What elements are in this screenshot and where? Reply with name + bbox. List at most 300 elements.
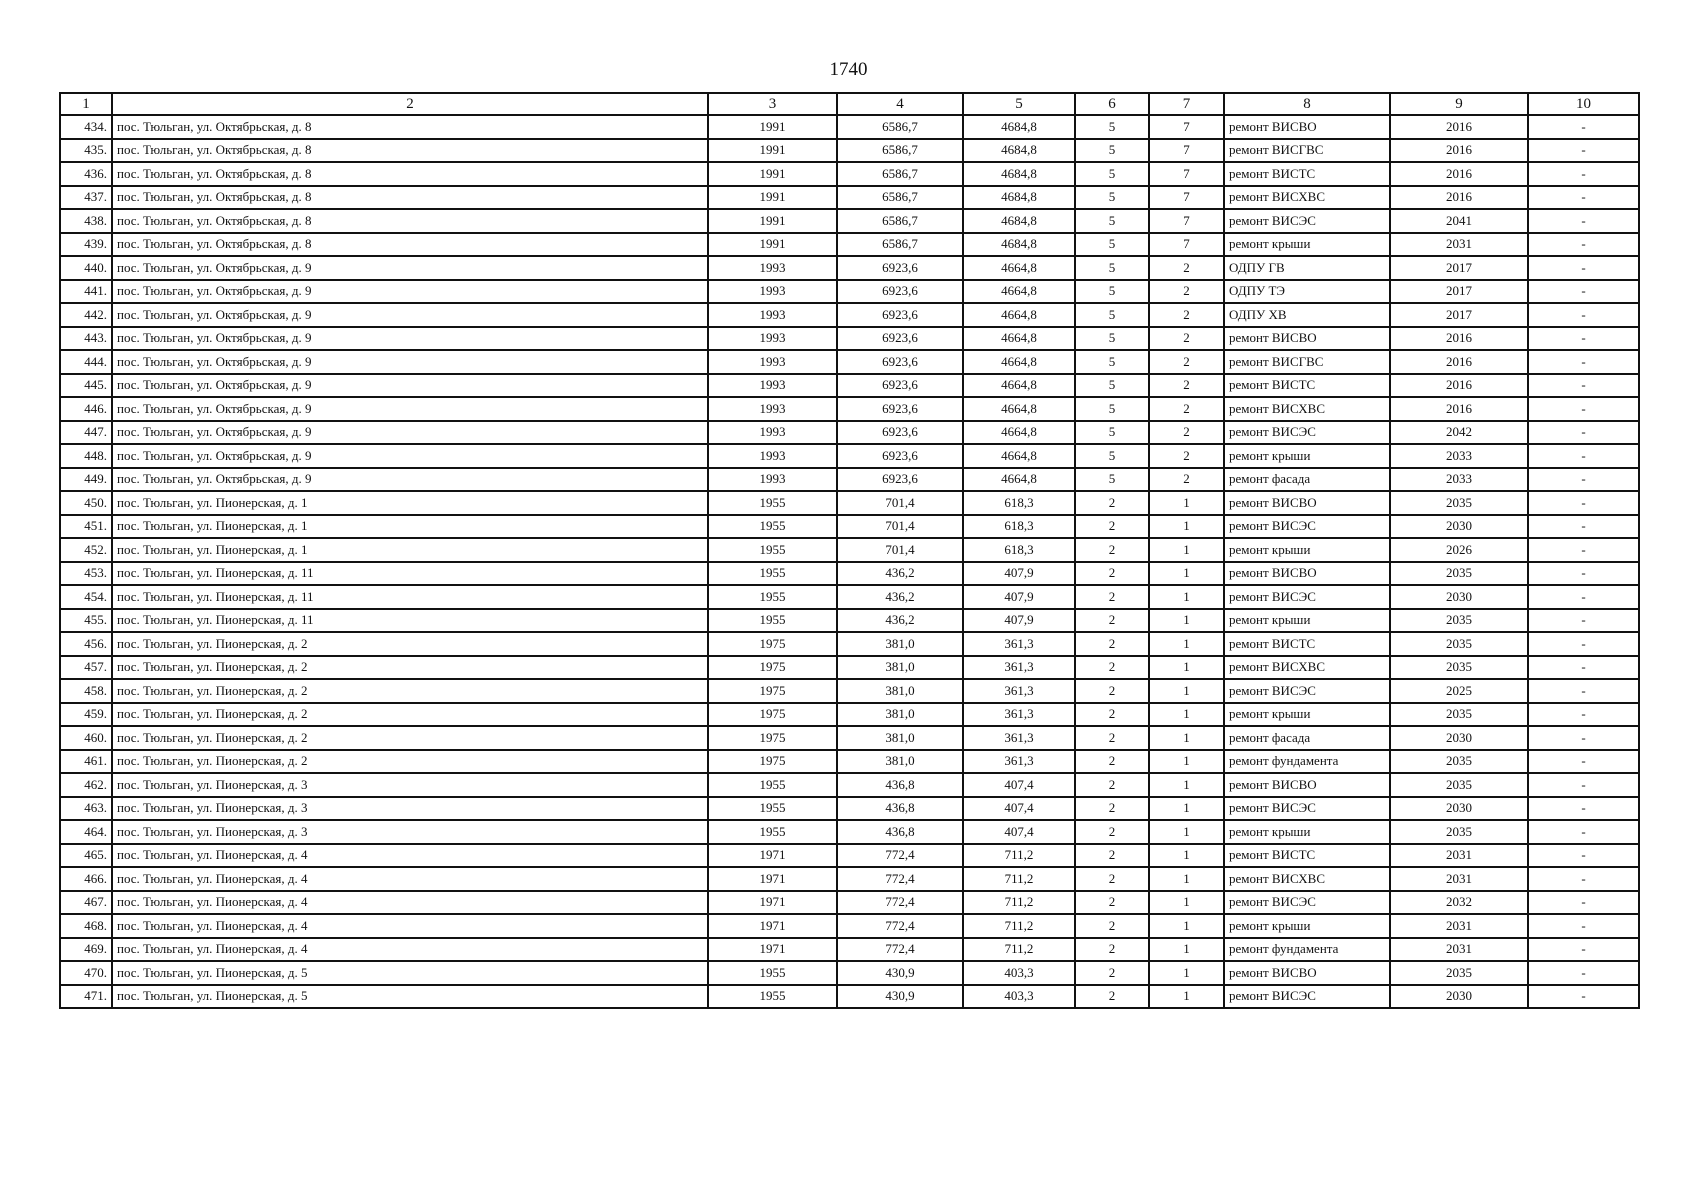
cell-living-area: 407,4 (963, 820, 1075, 844)
table-row (60, 891, 1639, 915)
cell-year-built: 1955 (708, 961, 837, 985)
cell-address: пос. Тюльган, ул. Октябрьская, д. 9 (112, 256, 708, 280)
cell-row-number: 457. (60, 656, 112, 680)
cell-entrances: 1 (1149, 679, 1224, 703)
cell-planned-year: 2030 (1390, 515, 1528, 539)
cell-row-number: 449. (60, 468, 112, 492)
cell-floors: 2 (1075, 820, 1149, 844)
cell-planned-year: 2042 (1390, 421, 1528, 445)
cell-work-type: ремонт ВИСВО (1224, 115, 1390, 139)
cell-work-type: ремонт крыши (1224, 538, 1390, 562)
cell-address: пос. Тюльган, ул. Пионерская, д. 2 (112, 679, 708, 703)
cell-note: - (1528, 280, 1639, 304)
cell-row-number: 458. (60, 679, 112, 703)
cell-address: пос. Тюльган, ул. Пионерская, д. 3 (112, 773, 708, 797)
cell-year-built: 1955 (708, 585, 837, 609)
cell-note: - (1528, 162, 1639, 186)
cell-address: пос. Тюльган, ул. Пионерская, д. 4 (112, 891, 708, 915)
cell-year-built: 1991 (708, 209, 837, 233)
cell-entrances: 7 (1149, 162, 1224, 186)
cell-planned-year: 2030 (1390, 726, 1528, 750)
cell-address: пос. Тюльган, ул. Пионерская, д. 11 (112, 609, 708, 633)
cell-row-number: 460. (60, 726, 112, 750)
cell-planned-year: 2035 (1390, 656, 1528, 680)
cell-living-area: 403,3 (963, 961, 1075, 985)
cell-total-area: 430,9 (837, 961, 963, 985)
cell-total-area: 772,4 (837, 914, 963, 938)
cell-living-area: 618,3 (963, 515, 1075, 539)
cell-year-built: 1971 (708, 867, 837, 891)
cell-address: пос. Тюльган, ул. Пионерская, д. 1 (112, 538, 708, 562)
cell-floors: 5 (1075, 397, 1149, 421)
cell-entrances: 1 (1149, 891, 1224, 915)
cell-address: пос. Тюльган, ул. Пионерская, д. 1 (112, 515, 708, 539)
cell-entrances: 1 (1149, 985, 1224, 1009)
cell-note: - (1528, 115, 1639, 139)
col-header-2: 2 (112, 93, 708, 115)
cell-living-area: 711,2 (963, 844, 1075, 868)
cell-row-number: 445. (60, 374, 112, 398)
table-row (60, 162, 1639, 186)
cell-total-area: 772,4 (837, 867, 963, 891)
cell-year-built: 1975 (708, 703, 837, 727)
cell-living-area: 618,3 (963, 491, 1075, 515)
cell-living-area: 4664,8 (963, 280, 1075, 304)
cell-planned-year: 2016 (1390, 115, 1528, 139)
cell-planned-year: 2035 (1390, 703, 1528, 727)
cell-row-number: 436. (60, 162, 112, 186)
cell-row-number: 456. (60, 632, 112, 656)
cell-address: пос. Тюльган, ул. Октябрьская, д. 8 (112, 162, 708, 186)
cell-note: - (1528, 632, 1639, 656)
cell-note: - (1528, 397, 1639, 421)
cell-total-area: 436,2 (837, 609, 963, 633)
cell-entrances: 1 (1149, 656, 1224, 680)
cell-total-area: 381,0 (837, 632, 963, 656)
cell-living-area: 711,2 (963, 914, 1075, 938)
cell-living-area: 711,2 (963, 938, 1075, 962)
cell-floors: 2 (1075, 750, 1149, 774)
cell-planned-year: 2017 (1390, 280, 1528, 304)
cell-planned-year: 2016 (1390, 186, 1528, 210)
cell-entrances: 1 (1149, 938, 1224, 962)
cell-planned-year: 2016 (1390, 139, 1528, 163)
cell-work-type: ремонт фундамента (1224, 750, 1390, 774)
cell-entrances: 7 (1149, 233, 1224, 257)
cell-living-area: 4664,8 (963, 468, 1075, 492)
cell-row-number: 469. (60, 938, 112, 962)
cell-planned-year: 2031 (1390, 938, 1528, 962)
cell-floors: 2 (1075, 961, 1149, 985)
cell-living-area: 361,3 (963, 632, 1075, 656)
cell-work-type: ремонт крыши (1224, 609, 1390, 633)
cell-address: пос. Тюльган, ул. Пионерская, д. 2 (112, 703, 708, 727)
cell-planned-year: 2041 (1390, 209, 1528, 233)
cell-work-type: ремонт ВИСГВС (1224, 139, 1390, 163)
cell-floors: 5 (1075, 209, 1149, 233)
cell-entrances: 1 (1149, 632, 1224, 656)
cell-total-area: 772,4 (837, 891, 963, 915)
cell-total-area: 6923,6 (837, 327, 963, 351)
cell-year-built: 1993 (708, 303, 837, 327)
cell-year-built: 1975 (708, 750, 837, 774)
cell-total-area: 6586,7 (837, 115, 963, 139)
cell-work-type: ремонт ВИСГВС (1224, 350, 1390, 374)
cell-address: пос. Тюльган, ул. Октябрьская, д. 8 (112, 115, 708, 139)
cell-living-area: 407,4 (963, 773, 1075, 797)
cell-work-type: ремонт крыши (1224, 914, 1390, 938)
cell-planned-year: 2035 (1390, 750, 1528, 774)
cell-work-type: ремонт фасада (1224, 726, 1390, 750)
cell-living-area: 4684,8 (963, 186, 1075, 210)
cell-note: - (1528, 961, 1639, 985)
cell-year-built: 1993 (708, 397, 837, 421)
cell-row-number: 462. (60, 773, 112, 797)
cell-living-area: 618,3 (963, 538, 1075, 562)
cell-planned-year: 2030 (1390, 797, 1528, 821)
table-row (60, 726, 1639, 750)
cell-note: - (1528, 867, 1639, 891)
cell-note: - (1528, 844, 1639, 868)
cell-address: пос. Тюльган, ул. Октябрьская, д. 8 (112, 186, 708, 210)
cell-total-area: 772,4 (837, 844, 963, 868)
cell-planned-year: 2035 (1390, 773, 1528, 797)
cell-address: пос. Тюльган, ул. Пионерская, д. 4 (112, 867, 708, 891)
cell-note: - (1528, 209, 1639, 233)
cell-year-built: 1955 (708, 820, 837, 844)
cell-living-area: 407,9 (963, 609, 1075, 633)
cell-floors: 2 (1075, 562, 1149, 586)
table-row (60, 374, 1639, 398)
cell-planned-year: 2016 (1390, 397, 1528, 421)
cell-total-area: 6923,6 (837, 303, 963, 327)
cell-year-built: 1991 (708, 162, 837, 186)
cell-work-type: ремонт фасада (1224, 468, 1390, 492)
cell-address: пос. Тюльган, ул. Пионерская, д. 3 (112, 797, 708, 821)
table-row (60, 350, 1639, 374)
cell-living-area: 361,3 (963, 726, 1075, 750)
cell-work-type: ремонт крыши (1224, 703, 1390, 727)
table-row (60, 139, 1639, 163)
cell-row-number: 452. (60, 538, 112, 562)
cell-total-area: 436,8 (837, 773, 963, 797)
cell-note: - (1528, 491, 1639, 515)
cell-living-area: 4664,8 (963, 350, 1075, 374)
table-row (60, 656, 1639, 680)
cell-row-number: 442. (60, 303, 112, 327)
cell-year-built: 1971 (708, 938, 837, 962)
cell-planned-year: 2032 (1390, 891, 1528, 915)
cell-address: пос. Тюльган, ул. Пионерская, д. 4 (112, 914, 708, 938)
cell-year-built: 1971 (708, 844, 837, 868)
cell-work-type: ремонт ВИСТС (1224, 162, 1390, 186)
cell-entrances: 7 (1149, 139, 1224, 163)
cell-work-type: ремонт ВИСЭС (1224, 421, 1390, 445)
cell-planned-year: 2035 (1390, 961, 1528, 985)
cell-total-area: 6586,7 (837, 209, 963, 233)
cell-entrances: 2 (1149, 374, 1224, 398)
cell-living-area: 361,3 (963, 703, 1075, 727)
cell-note: - (1528, 468, 1639, 492)
cell-work-type: ремонт ВИСЭС (1224, 985, 1390, 1009)
table-row (60, 679, 1639, 703)
cell-address: пос. Тюльган, ул. Пионерская, д. 4 (112, 938, 708, 962)
cell-work-type: ремонт фундамента (1224, 938, 1390, 962)
table-row (60, 186, 1639, 210)
cell-planned-year: 2030 (1390, 585, 1528, 609)
cell-note: - (1528, 256, 1639, 280)
cell-floors: 2 (1075, 773, 1149, 797)
cell-planned-year: 2033 (1390, 444, 1528, 468)
cell-note: - (1528, 750, 1639, 774)
cell-floors: 2 (1075, 938, 1149, 962)
cell-entrances: 1 (1149, 609, 1224, 633)
table-row (60, 844, 1639, 868)
col-header-7: 7 (1149, 93, 1224, 115)
cell-row-number: 435. (60, 139, 112, 163)
cell-work-type: ремонт крыши (1224, 820, 1390, 844)
cell-floors: 2 (1075, 797, 1149, 821)
cell-year-built: 1993 (708, 280, 837, 304)
table-row (60, 233, 1639, 257)
cell-row-number: 440. (60, 256, 112, 280)
table-row (60, 538, 1639, 562)
cell-entrances: 1 (1149, 773, 1224, 797)
table-row (60, 938, 1639, 962)
cell-total-area: 6923,6 (837, 421, 963, 445)
col-header-10: 10 (1528, 93, 1639, 115)
cell-total-area: 436,8 (837, 797, 963, 821)
cell-note: - (1528, 703, 1639, 727)
cell-planned-year: 2031 (1390, 233, 1528, 257)
cell-row-number: 434. (60, 115, 112, 139)
cell-note: - (1528, 656, 1639, 680)
cell-living-area: 4664,8 (963, 397, 1075, 421)
cell-entrances: 1 (1149, 538, 1224, 562)
cell-year-built: 1955 (708, 797, 837, 821)
table-row (60, 468, 1639, 492)
cell-row-number: 437. (60, 186, 112, 210)
cell-year-built: 1993 (708, 421, 837, 445)
cell-work-type: ремонт ВИСХВС (1224, 397, 1390, 421)
cell-entrances: 2 (1149, 303, 1224, 327)
cell-row-number: 447. (60, 421, 112, 445)
cell-living-area: 407,4 (963, 797, 1075, 821)
cell-floors: 5 (1075, 350, 1149, 374)
cell-total-area: 6586,7 (837, 139, 963, 163)
cell-year-built: 1955 (708, 562, 837, 586)
cell-planned-year: 2035 (1390, 820, 1528, 844)
cell-planned-year: 2016 (1390, 350, 1528, 374)
table-row (60, 773, 1639, 797)
cell-row-number: 453. (60, 562, 112, 586)
cell-note: - (1528, 797, 1639, 821)
cell-address: пос. Тюльган, ул. Октябрьская, д. 9 (112, 327, 708, 351)
cell-work-type: ремонт крыши (1224, 444, 1390, 468)
cell-row-number: 455. (60, 609, 112, 633)
cell-entrances: 2 (1149, 350, 1224, 374)
cell-living-area: 407,9 (963, 562, 1075, 586)
cell-address: пос. Тюльган, ул. Октябрьская, д. 9 (112, 468, 708, 492)
cell-living-area: 4684,8 (963, 162, 1075, 186)
cell-entrances: 1 (1149, 914, 1224, 938)
cell-planned-year: 2033 (1390, 468, 1528, 492)
cell-floors: 2 (1075, 914, 1149, 938)
cell-living-area: 403,3 (963, 985, 1075, 1009)
cell-entrances: 7 (1149, 115, 1224, 139)
cell-year-built: 1955 (708, 609, 837, 633)
cell-floors: 2 (1075, 985, 1149, 1009)
cell-row-number: 444. (60, 350, 112, 374)
cell-total-area: 381,0 (837, 750, 963, 774)
cell-row-number: 450. (60, 491, 112, 515)
cell-work-type: ремонт ВИСТС (1224, 374, 1390, 398)
cell-note: - (1528, 773, 1639, 797)
cell-note: - (1528, 515, 1639, 539)
cell-work-type: ремонт ВИСЭС (1224, 585, 1390, 609)
cell-entrances: 1 (1149, 585, 1224, 609)
cell-total-area: 381,0 (837, 656, 963, 680)
cell-entrances: 1 (1149, 844, 1224, 868)
cell-row-number: 471. (60, 985, 112, 1009)
cell-entrances: 1 (1149, 820, 1224, 844)
cell-entrances: 2 (1149, 256, 1224, 280)
cell-total-area: 6586,7 (837, 162, 963, 186)
cell-floors: 2 (1075, 515, 1149, 539)
cell-work-type: ремонт ВИСЭС (1224, 515, 1390, 539)
cell-planned-year: 2031 (1390, 914, 1528, 938)
cell-row-number: 465. (60, 844, 112, 868)
cell-planned-year: 2030 (1390, 985, 1528, 1009)
cell-year-built: 1955 (708, 538, 837, 562)
cell-living-area: 4684,8 (963, 233, 1075, 257)
col-header-1: 1 (60, 93, 112, 115)
table-row (60, 985, 1639, 1009)
cell-work-type: ремонт крыши (1224, 233, 1390, 257)
cell-planned-year: 2031 (1390, 844, 1528, 868)
cell-floors: 5 (1075, 468, 1149, 492)
table-row (60, 421, 1639, 445)
table-row (60, 327, 1639, 351)
cell-floors: 2 (1075, 726, 1149, 750)
cell-address: пос. Тюльган, ул. Пионерская, д. 11 (112, 585, 708, 609)
cell-floors: 5 (1075, 186, 1149, 210)
cell-row-number: 470. (60, 961, 112, 985)
cell-floors: 2 (1075, 585, 1149, 609)
cell-row-number: 448. (60, 444, 112, 468)
col-header-3: 3 (708, 93, 837, 115)
cell-total-area: 6923,6 (837, 444, 963, 468)
page-number: 1740 (829, 59, 868, 80)
cell-year-built: 1993 (708, 468, 837, 492)
cell-row-number: 463. (60, 797, 112, 821)
cell-total-area: 6923,6 (837, 468, 963, 492)
cell-year-built: 1991 (708, 233, 837, 257)
cell-entrances: 1 (1149, 515, 1224, 539)
cell-living-area: 4664,8 (963, 303, 1075, 327)
cell-row-number: 467. (60, 891, 112, 915)
cell-entrances: 1 (1149, 491, 1224, 515)
cell-row-number: 466. (60, 867, 112, 891)
cell-total-area: 701,4 (837, 491, 963, 515)
cell-address: пос. Тюльган, ул. Пионерская, д. 5 (112, 961, 708, 985)
cell-living-area: 361,3 (963, 656, 1075, 680)
cell-work-type: ремонт ВИСЭС (1224, 797, 1390, 821)
cell-entrances: 1 (1149, 562, 1224, 586)
cell-entrances: 2 (1149, 444, 1224, 468)
cell-work-type: ремонт ВИСТС (1224, 844, 1390, 868)
cell-floors: 5 (1075, 327, 1149, 351)
cell-address: пос. Тюльган, ул. Октябрьская, д. 9 (112, 280, 708, 304)
cell-planned-year: 2016 (1390, 162, 1528, 186)
cell-floors: 5 (1075, 303, 1149, 327)
cell-floors: 2 (1075, 891, 1149, 915)
cell-living-area: 361,3 (963, 750, 1075, 774)
cell-address: пос. Тюльган, ул. Октябрьская, д. 9 (112, 397, 708, 421)
cell-year-built: 1971 (708, 891, 837, 915)
cell-entrances: 1 (1149, 726, 1224, 750)
cell-entrances: 1 (1149, 797, 1224, 821)
table-row (60, 397, 1639, 421)
register-table (59, 92, 1640, 1009)
table-row (60, 444, 1639, 468)
cell-work-type: ремонт ВИСЭС (1224, 679, 1390, 703)
table-row (60, 562, 1639, 586)
cell-note: - (1528, 233, 1639, 257)
cell-year-built: 1993 (708, 256, 837, 280)
table-row (60, 797, 1639, 821)
cell-entrances: 7 (1149, 186, 1224, 210)
col-header-9: 9 (1390, 93, 1528, 115)
cell-note: - (1528, 303, 1639, 327)
col-header-5: 5 (963, 93, 1075, 115)
cell-address: пос. Тюльган, ул. Пионерская, д. 2 (112, 656, 708, 680)
table-row (60, 585, 1639, 609)
cell-planned-year: 2016 (1390, 327, 1528, 351)
cell-entrances: 2 (1149, 327, 1224, 351)
cell-address: пос. Тюльган, ул. Октябрьская, д. 9 (112, 444, 708, 468)
cell-living-area: 4684,8 (963, 115, 1075, 139)
cell-address: пос. Тюльган, ул. Пионерская, д. 11 (112, 562, 708, 586)
cell-work-type: ремонт ВИСХВС (1224, 186, 1390, 210)
table-row (60, 867, 1639, 891)
cell-total-area: 6923,6 (837, 280, 963, 304)
cell-living-area: 4664,8 (963, 327, 1075, 351)
table-row (60, 961, 1639, 985)
cell-note: - (1528, 444, 1639, 468)
cell-floors: 2 (1075, 609, 1149, 633)
cell-living-area: 4664,8 (963, 256, 1075, 280)
cell-work-type: ремонт ВИСХВС (1224, 656, 1390, 680)
cell-year-built: 1975 (708, 726, 837, 750)
cell-planned-year: 2035 (1390, 491, 1528, 515)
cell-total-area: 6923,6 (837, 374, 963, 398)
cell-note: - (1528, 327, 1639, 351)
cell-floors: 2 (1075, 632, 1149, 656)
cell-entrances: 2 (1149, 397, 1224, 421)
cell-note: - (1528, 914, 1639, 938)
col-header-6: 6 (1075, 93, 1149, 115)
cell-floors: 2 (1075, 703, 1149, 727)
cell-work-type: ремонт ВИСВО (1224, 562, 1390, 586)
cell-total-area: 772,4 (837, 938, 963, 962)
cell-note: - (1528, 985, 1639, 1009)
cell-total-area: 436,2 (837, 562, 963, 586)
cell-work-type: ОДПУ ГВ (1224, 256, 1390, 280)
cell-work-type: ремонт ВИСЭС (1224, 891, 1390, 915)
table-row (60, 632, 1639, 656)
cell-row-number: 438. (60, 209, 112, 233)
